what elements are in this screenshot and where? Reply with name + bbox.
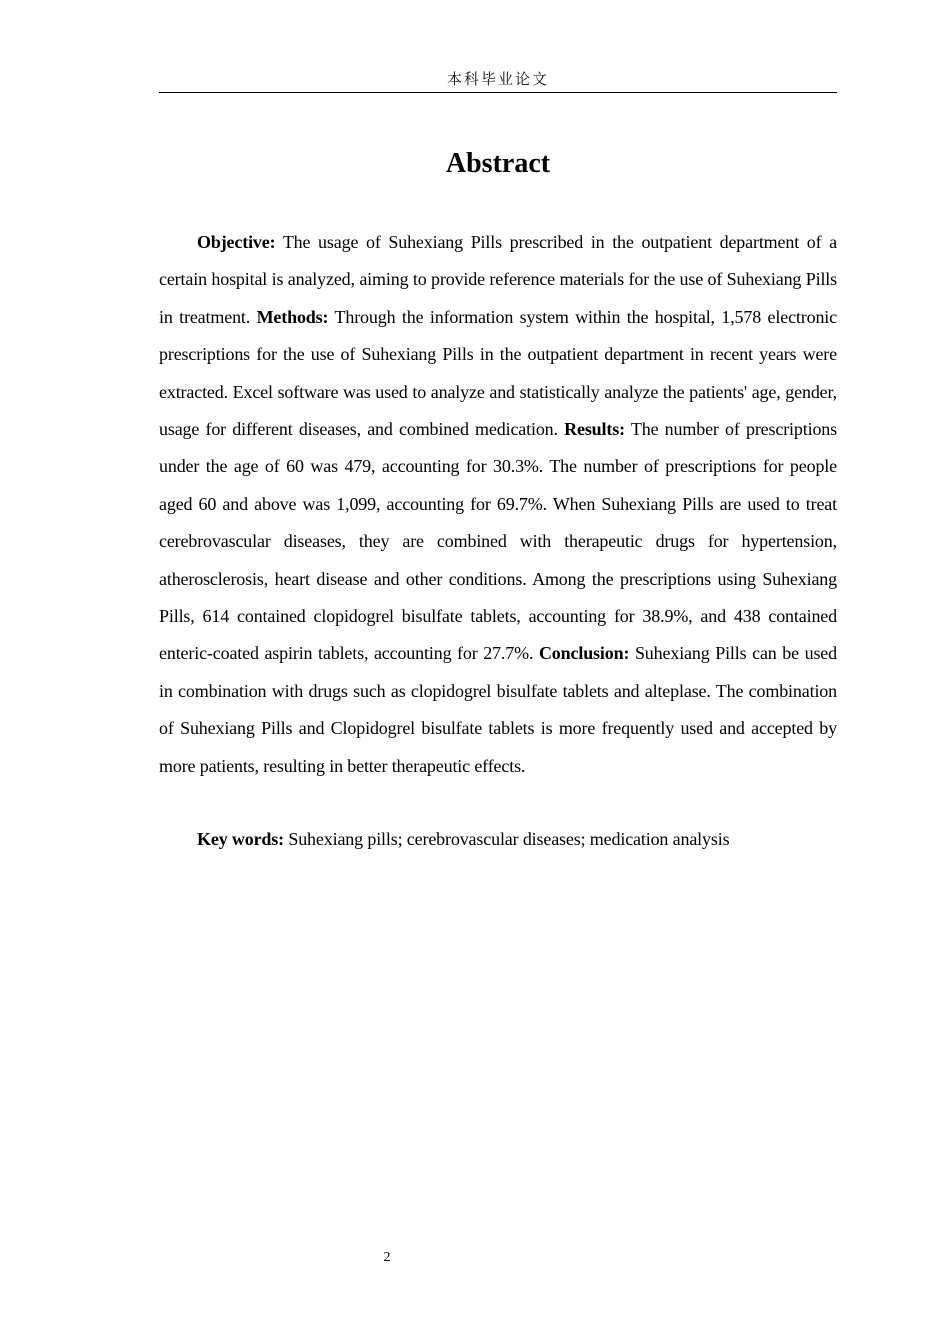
methods-text: Through the information system within the hospital, 1,578 electronic prescriptions for the use of Suhexiang Pills in the outpatient department in recent years were extracted. Excel software was used to analyze and statistically analyze the patients' age, gender, usage for different diseases, and combined medication. (159, 306, 838, 440)
conclusion-label: Conclusion: (538, 643, 630, 664)
keywords-paragraph (159, 826, 837, 852)
keywords-label: Key words: (197, 829, 284, 849)
conclusion-text: Suhexiang Pills can be used in combination with drugs such as clopidogrel bisulfate tablets and alteplase. The combination of Suhexiang Pills and Clopidogrel bisulfate tablets is more frequently used and accepted by more patients, resulting in better therapeutic effects. (159, 643, 837, 776)
page-number: 2 (383, 1250, 391, 1265)
abstract-paragraph (159, 224, 837, 785)
results-text: The number of prescriptions under the age of 60 was 479, accounting for 30.3%. The number of prescriptions for people aged 60 and above was 1,099, accounting for 69.7%. When Suhexiang Pills are used to treat cerebrovascular diseases, they are combined with therapeutic drugs for hypertension, atherosclerosis, heart disease and other conditions. Among the prescriptions using Suhexiang Pills, 614 contained clopidogrel bisulfate tablets, accounting for 38.9%, and 438 contained enteric-coated aspirin tablets, accounting for 27.7%. (159, 419, 837, 664)
running-header-title: 本科毕业论文 (446, 70, 549, 88)
methods-label: Methods: (256, 306, 329, 327)
running-header (159, 68, 837, 93)
objective-label: Objective: (197, 232, 276, 252)
abstract-title: Abstract (445, 148, 551, 179)
keywords-text: Suhexiang pills; cerebrovascular diseases; medication analysis (284, 829, 730, 849)
results-label: Results: (564, 419, 625, 440)
objective-text: The usage of Suhexiang Pills prescribed in the outpatient department of a certain hospital is analyzed, aiming to provide reference materials for the use of Suhexiang Pills in treatment. (159, 232, 837, 327)
